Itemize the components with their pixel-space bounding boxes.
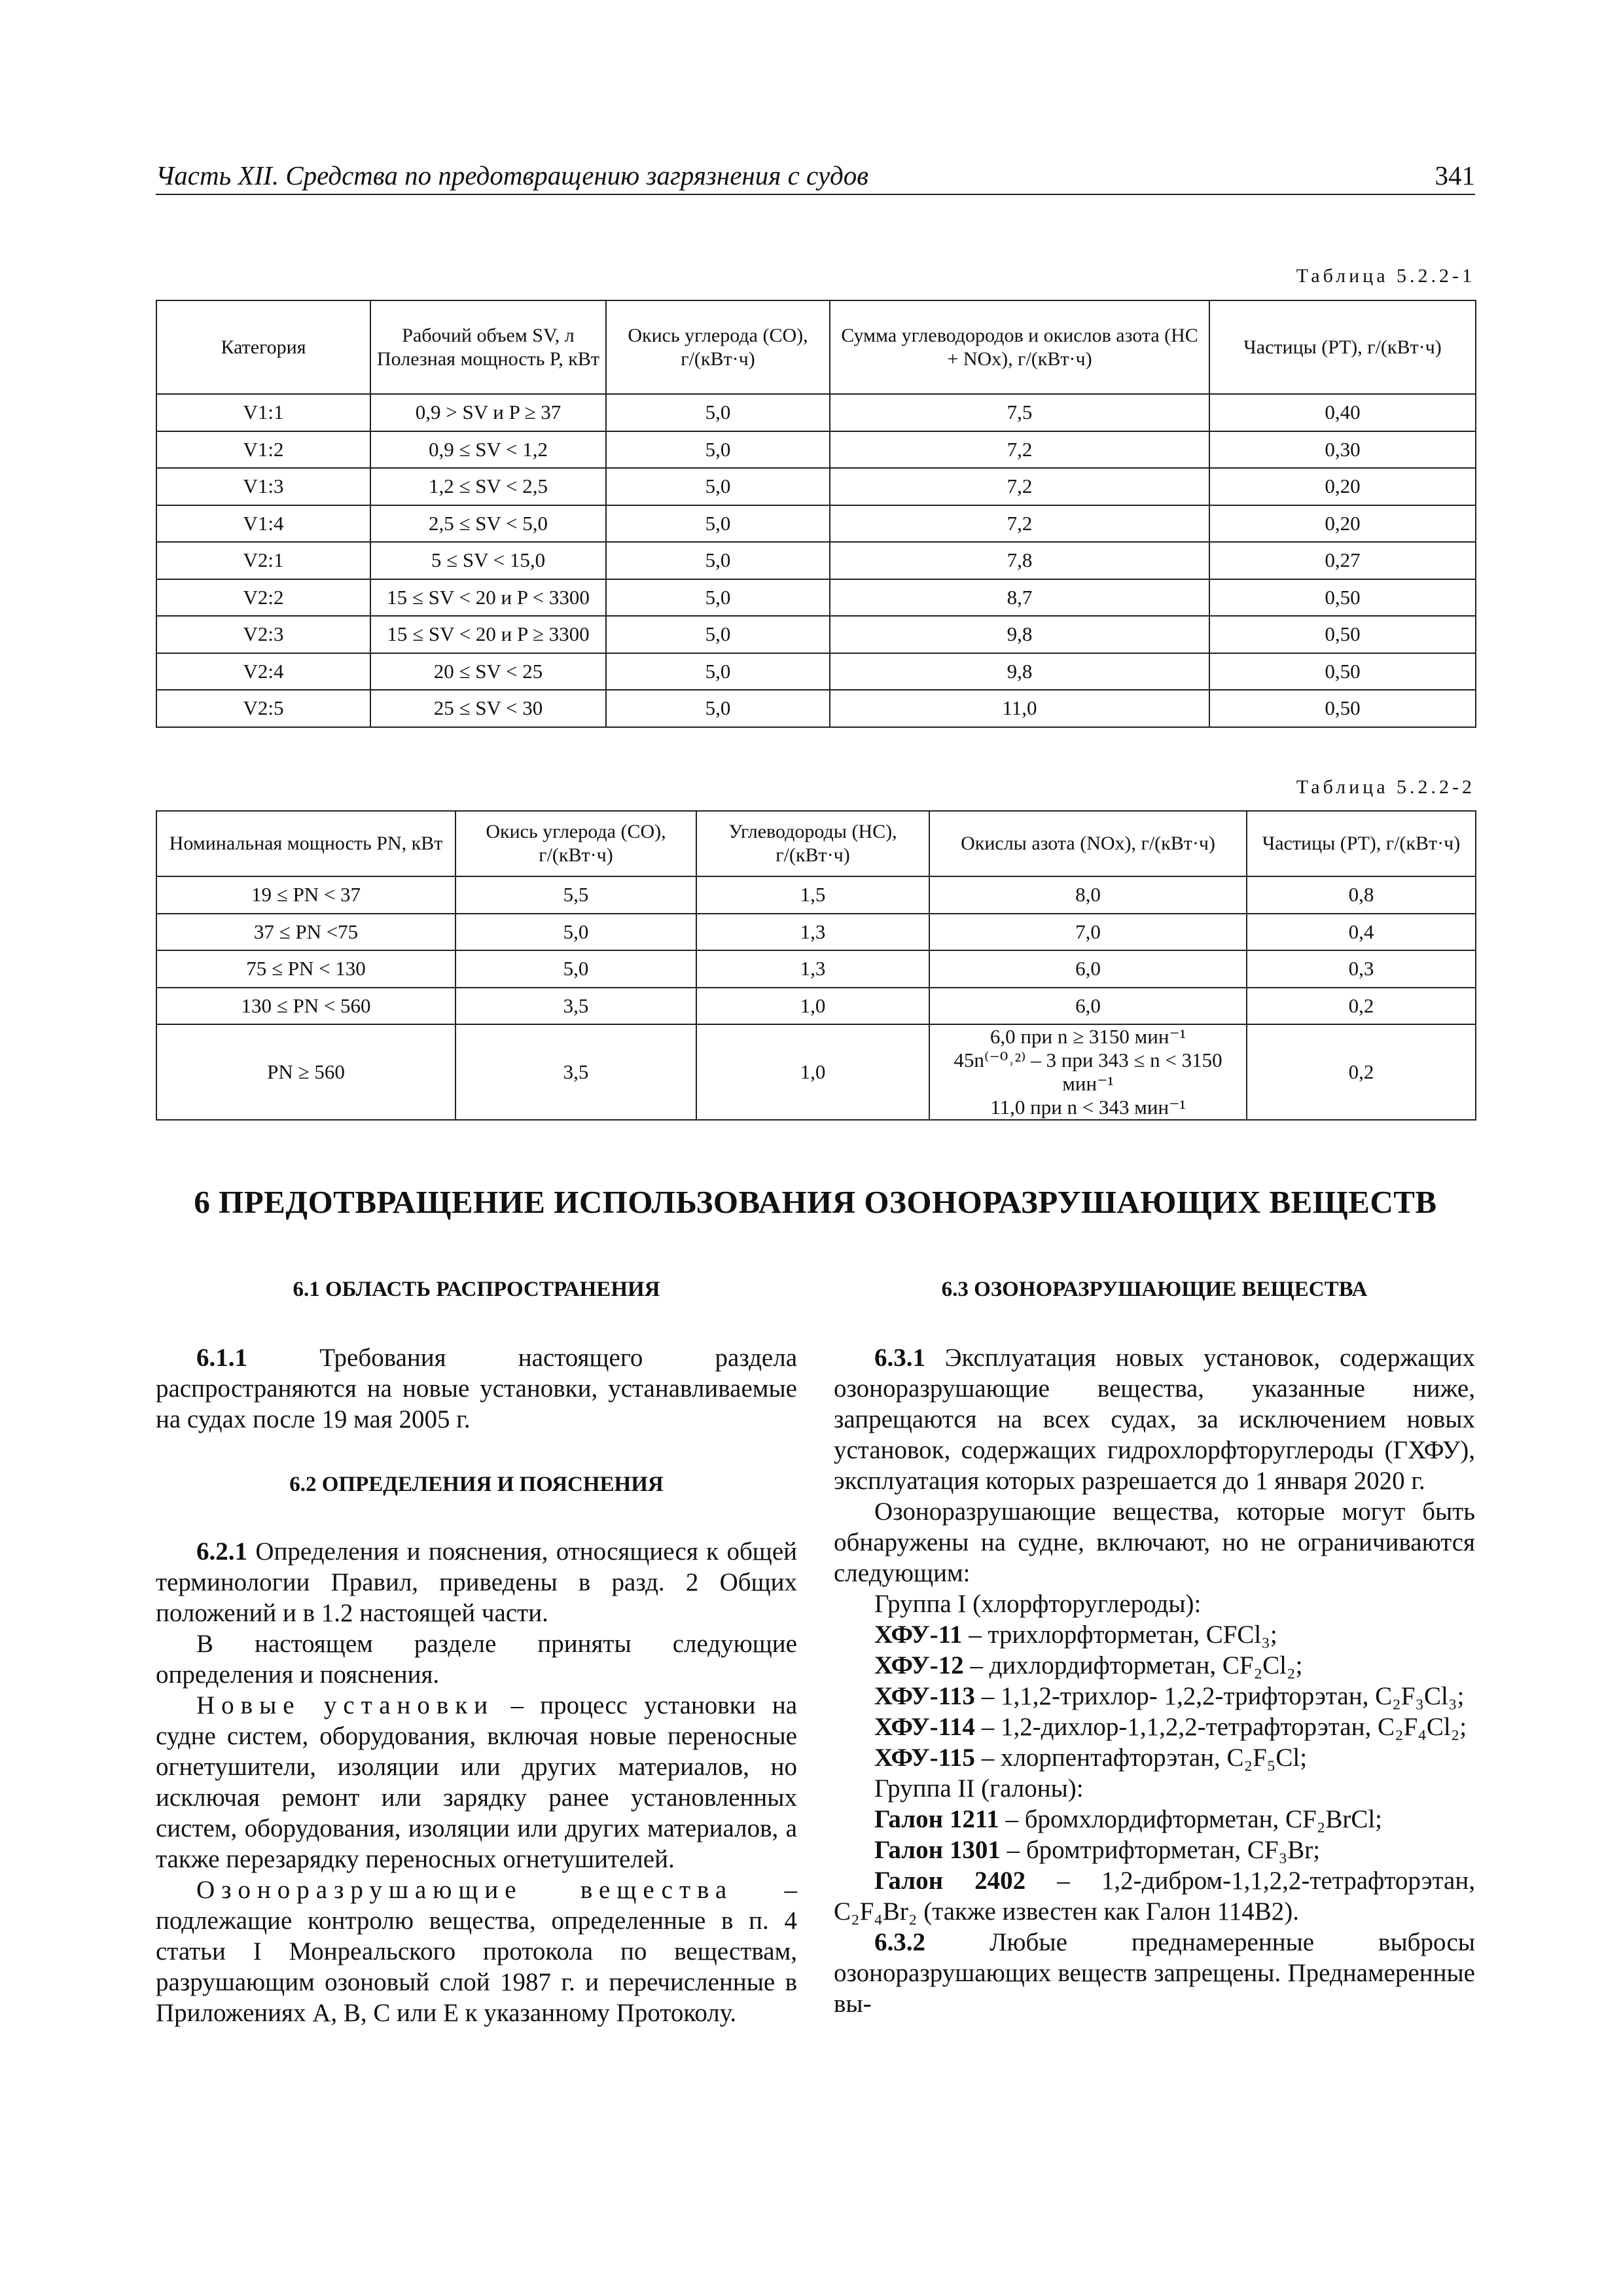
paragraph-text: Определения и пояснения, относящиеся к общей терминологии Правил, приведены в разд. 2 Общих положений и в 1.2 настоящей части.: [156, 1537, 797, 1627]
table-cell: 0,27: [1209, 542, 1476, 579]
table-cell: 0,3: [1247, 950, 1476, 988]
substance-description: – трихлорфторметан, CFCl₃;: [962, 1621, 1277, 1649]
substance-description: – 1,2-дибром-1,1,2,2-тетрафторэтан, C₂F₄Br₂ (также известен как Галон 114B2).: [834, 1867, 1475, 1926]
table-cell: 1,5: [696, 876, 929, 914]
table-cell: 75 ≤ PN < 130: [156, 950, 455, 988]
table-row: [156, 950, 1476, 988]
table-cell: 7,2: [830, 468, 1209, 505]
nox-line: 45n⁽⁻⁰˒²⁾ – 3 при 343 ≤ n < 3150 мин⁻¹: [954, 1049, 1222, 1095]
table-cell: 0,8: [1247, 876, 1476, 914]
table-row: [156, 616, 1476, 653]
section-title: 6 ПРЕДОТВРАЩЕНИЕ ИСПОЛЬЗОВАНИЯ ОЗОНОРАЗРУШАЮЩИХ ВЕЩЕСТВ: [194, 1184, 1437, 1220]
substance-description: – бромхлордифторметан, CF₂BrCl;: [999, 1805, 1383, 1833]
table-cell: 0,50: [1209, 579, 1476, 617]
table-cell: 1,3: [696, 914, 929, 951]
table-cell: 2,5 ≤ SV < 5,0: [370, 505, 606, 543]
paragraph-intro: В настоящем разделе приняты следующие определения и пояснения.: [156, 1630, 797, 1689]
table-cell: 20 ≤ SV < 25: [370, 653, 606, 691]
definition-text: – подлежащие контролю вещества, определенные в п. 4 статьи I Монреальского протокола по веществам, разрушающим озоновый слой 1987 г. и перечисленные в Приложениях A, B, C или E к указанному Протоколу.: [156, 1876, 797, 2027]
table2-header-co: Окись углерода (CO), г/(кВт·ч): [455, 811, 696, 876]
substance-description: – 1,2-дихлор-1,1,2,2-тетрафторэтан, C₂F₄Cl₂;: [974, 1713, 1467, 1741]
definition-text: – процесс установки на судне систем, оборудования, включая новые переносные огнетушители, изоляции или других материалов, но исключая ремонт или зарядку ранее установленных систем, оборудования, изоляции или других материалов, а также перезарядку переносных огнетушителей.: [156, 1691, 798, 1873]
table-cell: V1:4: [156, 505, 370, 543]
substance-item: [834, 1650, 1475, 1681]
running-header-title: Часть XII. Средства по предотвращению загрязнения с судов: [156, 160, 869, 190]
substance-code: ХФУ-11: [874, 1621, 963, 1649]
table-cell: 0,50: [1209, 690, 1476, 727]
substance-code: Галон 1211: [874, 1805, 999, 1833]
table-row: [156, 505, 1476, 543]
table-cell: 8,0: [929, 876, 1247, 914]
table-cell: 3,5: [455, 1024, 696, 1120]
table2-header-nox: Окислы азота (NOx), г/(кВт·ч): [929, 811, 1247, 876]
table-cell: 7,5: [830, 394, 1209, 431]
table-cell: 5,0: [606, 394, 830, 431]
table-cell: 11,0: [830, 690, 1209, 727]
table1-header-co: Окись углерода (CO), г/(кВт·ч): [606, 300, 830, 394]
table-cell: 7,8: [830, 542, 1209, 579]
table-cell: 8,7: [830, 579, 1209, 617]
table-cell: 15 ≤ SV < 20 и P ≥ 3300: [370, 616, 606, 653]
table-cell: V1:3: [156, 468, 370, 505]
table-cell: 0,2: [1247, 988, 1476, 1025]
table-cell: 7,2: [830, 431, 1209, 469]
substance-item: [834, 1742, 1475, 1773]
table-cell: 1,3: [696, 950, 929, 988]
group-1-label: Группа I (хлорфторуглероды):: [874, 1590, 1202, 1618]
table-row: [156, 653, 1476, 691]
table-row: [156, 876, 1476, 914]
table-cell: 0,50: [1209, 653, 1476, 691]
paragraph-text: Любые преднамеренные выбросы озоноразрушающих веществ запрещены. Преднамеренные вы-: [834, 1928, 1475, 2018]
table-cell: PN ≥ 560: [156, 1024, 455, 1120]
table-row: [156, 988, 1476, 1025]
table-cell: 15 ≤ SV < 20 и P < 3300: [370, 579, 606, 617]
table-cell: 1,0: [696, 1024, 929, 1120]
table1-header-pt: Частицы (PT), г/(кВт·ч): [1209, 300, 1476, 394]
table-cell: 0,20: [1209, 468, 1476, 505]
table2-caption: Таблица 5.2.2-2: [1296, 776, 1475, 798]
table-cell: 5,0: [606, 505, 830, 543]
substance-code: ХФУ-115: [874, 1744, 975, 1772]
table-cell: 7,2: [830, 505, 1209, 543]
table-cell: 0,20: [1209, 505, 1476, 543]
substance-item: [834, 1835, 1475, 1865]
table-cell: 7,0: [929, 914, 1247, 951]
nox-line: 6,0 при n ≥ 3150 мин⁻¹: [990, 1025, 1186, 1048]
table-cell: 5,5: [455, 876, 696, 914]
table-cell: V2:1: [156, 542, 370, 579]
table-cell: 5,0: [606, 431, 830, 469]
substance-code: Галон 2402: [874, 1867, 1026, 1895]
clause-number: 6.3.1: [874, 1344, 925, 1372]
table-cell: 130 ≤ PN < 560: [156, 988, 455, 1025]
table-row: [156, 431, 1476, 469]
substance-code: ХФУ-12: [874, 1651, 964, 1679]
table2-header-power: Номинальная мощность PN, кВт: [156, 811, 455, 876]
table-cell: 5 ≤ SV < 15,0: [370, 542, 606, 579]
clause-number: 6.1.1: [196, 1344, 247, 1372]
table-cell: 19 ≤ PN < 37: [156, 876, 455, 914]
table-cell: 0,2: [1247, 1024, 1476, 1120]
table-cell-nox-formula: [929, 1024, 1247, 1120]
table-row: [156, 914, 1476, 951]
table-5-2-2-1: [156, 300, 1476, 728]
table-cell: 3,5: [455, 988, 696, 1025]
table1-header-hc-nox: Сумма углеводородов и окислов азота (HC + NOx), г/(кВт·ч): [830, 300, 1209, 394]
table-cell: 1,0: [696, 988, 929, 1025]
table-row: [156, 542, 1476, 579]
substance-description: – дихлордифторметан, CF₂Cl₂;: [963, 1651, 1303, 1679]
substance-item: [834, 1619, 1475, 1650]
defined-term: Новые установки: [196, 1691, 495, 1719]
paragraph-6-3-1: [834, 1342, 1475, 1496]
substance-item: [834, 1865, 1475, 1927]
substance-item: [834, 1681, 1475, 1712]
table1-header-category: Категория: [156, 300, 370, 394]
halon-list: [834, 1804, 1475, 1927]
clause-number: 6.3.2: [874, 1928, 925, 1956]
table-cell: V2:5: [156, 690, 370, 727]
table-row: [156, 690, 1476, 727]
subsection-heading-6-3: 6.3 ОЗОНОРАЗРУШАЮЩИЕ ВЕЩЕСТВА: [941, 1278, 1368, 1301]
substance-description: – бромтрифторметан, CF₃Br;: [1000, 1836, 1321, 1864]
table-cell: 0,50: [1209, 616, 1476, 653]
substance-description: – хлорпентафторэтан, C₂F₅Cl;: [974, 1744, 1308, 1772]
table-cell: 5,0: [606, 542, 830, 579]
table-cell: 5,0: [455, 914, 696, 951]
table-cell: V2:3: [156, 616, 370, 653]
right-column: [834, 1278, 1475, 2019]
table-cell: V2:2: [156, 579, 370, 617]
paragraph-6-2-1: [156, 1536, 797, 1628]
cfc-list: [834, 1619, 1475, 1773]
table-cell: 5,0: [606, 690, 830, 727]
subsection-heading-6-1: 6.1 ОБЛАСТЬ РАСПРОСТРАНЕНИЯ: [293, 1278, 660, 1301]
table1-caption: Таблица 5.2.2-1: [1296, 265, 1475, 287]
substance-code: Галон 1301: [874, 1836, 1001, 1864]
table-cell: 0,9 ≤ SV < 1,2: [370, 431, 606, 469]
substance-code: ХФУ-114: [874, 1713, 975, 1741]
table1-header-volume: Рабочий объем SV, л Полезная мощность P, кВт: [370, 300, 606, 394]
clause-number: 6.2.1: [196, 1537, 247, 1566]
table-cell: 6,0: [929, 988, 1247, 1025]
table-cell: 1,2 ≤ SV < 2,5: [370, 468, 606, 505]
subsection-heading-6-2: 6.2 ОПРЕДЕЛЕНИЯ И ПОЯСНЕНИЯ: [289, 1473, 664, 1496]
substance-code: ХФУ-113: [874, 1682, 975, 1710]
paragraph-text: Эксплуатация новых установок, содержащих озоноразрушающие вещества, указанные ниже, запрещаются на всех судах, за исключением новых установок, содержащих гидрохлорфторуглероды (ГХФУ), эксплуатация которых разрешается до 1 января 2020 г.: [834, 1344, 1475, 1495]
table-cell: 5,0: [606, 653, 830, 691]
table-cell: V1:2: [156, 431, 370, 469]
paragraph-6-1-1: [156, 1342, 797, 1435]
paragraph-6-3-2: [834, 1927, 1475, 2019]
page-number: 341: [1435, 160, 1475, 190]
table2-header-hc: Углеводороды (HC), г/(кВт·ч): [696, 811, 929, 876]
table-cell: 9,8: [830, 653, 1209, 691]
table-cell: 0,30: [1209, 431, 1476, 469]
table-cell: 5,0: [606, 616, 830, 653]
table-row: [156, 468, 1476, 505]
nox-line: 11,0 при n < 343 мин⁻¹: [990, 1096, 1186, 1119]
running-header: [156, 154, 1475, 195]
left-column: [156, 1278, 797, 2028]
table-5-2-2-2: [156, 810, 1476, 1121]
paragraph-text: Требования настоящего раздела распространяются на новые установки, устанавливаемые на судах после 19 мая 2005 г.: [156, 1344, 797, 1433]
table-cell: 0,9 > SV и P ≥ 37: [370, 394, 606, 431]
table-cell: 5,0: [606, 468, 830, 505]
table-cell: V2:4: [156, 653, 370, 691]
paragraph-list-intro: Озоноразрушающие вещества, которые могут быть обнаружены на судне, включают, но не ограничиваются следующим:: [834, 1498, 1475, 1587]
substance-description: – 1,1,2-трихлор- 1,2,2-трифторэтан, C₂F₃Cl₃;: [974, 1682, 1465, 1710]
defined-term: Озоноразрушающие вещества: [196, 1876, 734, 1904]
table-cell: 0,40: [1209, 394, 1476, 431]
table-cell: 5,0: [455, 950, 696, 988]
table-cell: 25 ≤ SV < 30: [370, 690, 606, 727]
table-cell: 5,0: [606, 579, 830, 617]
table2-header-pt: Частицы (PT), г/(кВт·ч): [1247, 811, 1476, 876]
table-row: [156, 579, 1476, 617]
definition-ods: [156, 1874, 797, 2028]
definition-new-installations: [156, 1690, 797, 1874]
table-cell: 37 ≤ PN <75: [156, 914, 455, 951]
table-cell: 0,4: [1247, 914, 1476, 951]
table-cell: V1:1: [156, 394, 370, 431]
group-2-label: Группа II (галоны):: [874, 1774, 1084, 1803]
table-row: [156, 394, 1476, 431]
table-cell: 6,0: [929, 950, 1247, 988]
table-row: [156, 1024, 1476, 1120]
substance-item: [834, 1804, 1475, 1835]
substance-item: [834, 1712, 1475, 1742]
table-cell: 9,8: [830, 616, 1209, 653]
